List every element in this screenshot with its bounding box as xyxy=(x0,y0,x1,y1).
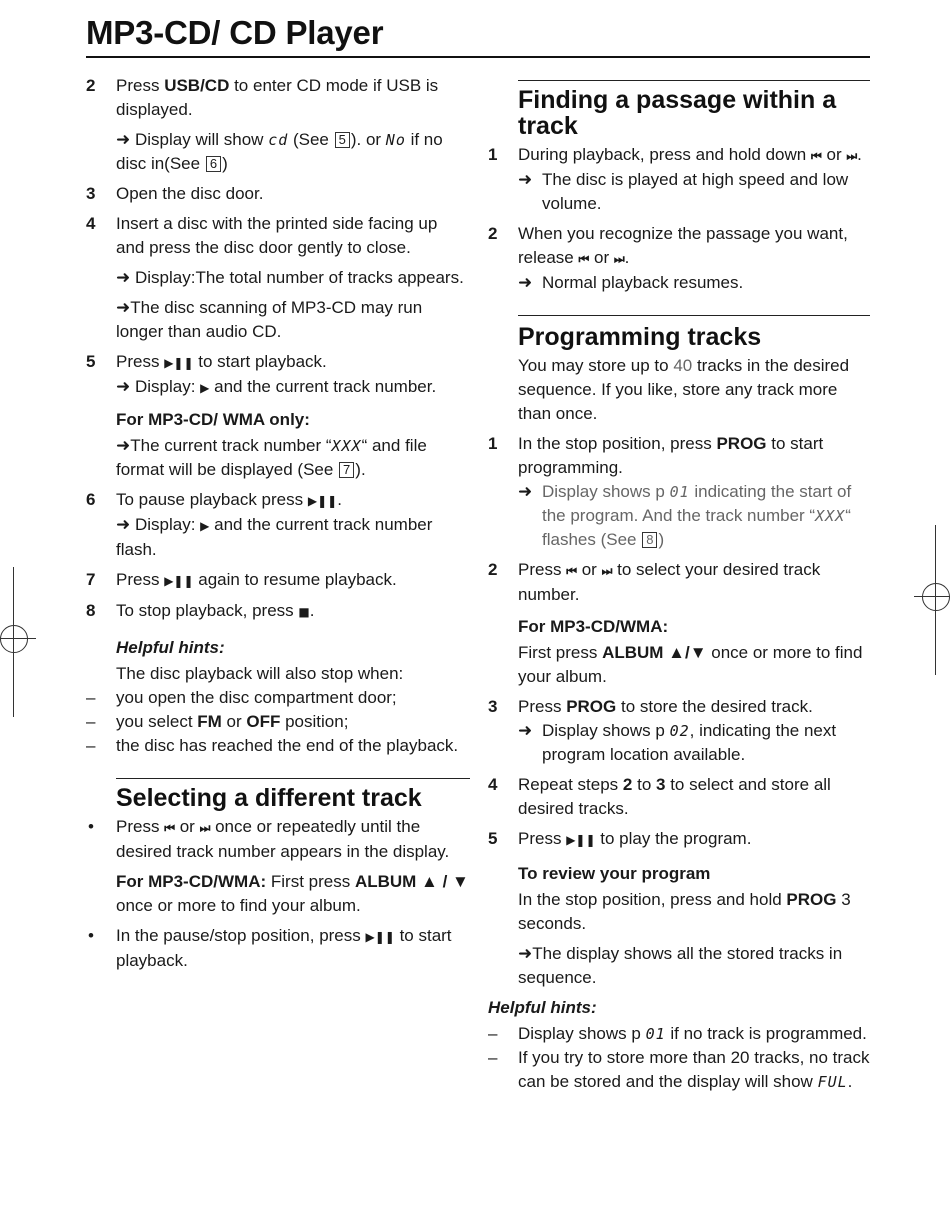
step-number: 2 xyxy=(86,76,96,95)
figure-ref: 6 xyxy=(206,156,221,172)
previous-track-icon: ⏮ xyxy=(566,564,577,578)
step-7: 7 Press ▶❚❚ again to resume playback. xyxy=(86,570,397,589)
max-tracks-value: 40 xyxy=(673,356,693,375)
album-key: ALBUM ▲/▼ xyxy=(602,643,707,662)
arrow-icon: ➜ xyxy=(116,268,131,287)
arrow-line: ➜ Normal playback resumes. xyxy=(518,271,870,295)
prog-mp3-heading: For MP3-CD/WMA: xyxy=(518,617,669,636)
section-rule xyxy=(116,778,470,779)
right-column xyxy=(488,80,870,1094)
lcd-ful: FUL xyxy=(817,1073,848,1091)
selecting-bullet-1: • Press ⏮ or ⏭ once or repeatedly until the desired track number appears in the display. For MP3-CD/WMA: First press ALBUM ▲ / ▼ once or more to find your album. xyxy=(86,815,470,918)
review-heading: To review your program xyxy=(518,864,711,883)
hints-intro: The disc playback will also stop when: xyxy=(116,664,404,683)
arrow-line: ➜ The disc is played at high speed and low volume. xyxy=(518,170,849,213)
helpful-hints-left xyxy=(86,636,470,686)
selecting-bullet-2: • In the pause/stop position, press ▶❚❚ to start playback. xyxy=(88,926,452,970)
play-pause-icon: ▶❚❚ xyxy=(164,356,194,370)
step-8: 8 To stop playback, press ■. xyxy=(86,601,315,620)
programming-intro: You may store up to 40 tracks in the desired sequence. If you like, store any track more than once. xyxy=(518,356,850,423)
lcd-no: No xyxy=(385,131,406,149)
step-2-note: ➜ Display will show cd (See 5 ). or No if no disc in(See 6 ) xyxy=(116,130,443,173)
arrow-icon: ➜ xyxy=(116,130,131,149)
dash-mark: – xyxy=(86,736,96,755)
play-pause-icon: ▶❚❚ xyxy=(566,833,596,847)
step-4-note-1: ➜ Display:The total number of tracks appears. xyxy=(116,268,464,287)
next-track-icon: ⏭ xyxy=(846,149,858,163)
prog-key: PROG xyxy=(716,434,767,453)
selecting-mp3-note: For MP3-CD/WMA: First press ALBUM ▲ / ▼ once or more to find your album. xyxy=(116,872,469,915)
mp3-only-note: ➜The current track number “XXX“ and file format will be displayed (See 7 ). xyxy=(116,436,427,479)
lcd-xxx: XXX xyxy=(815,507,846,525)
prog-mp3-text: First press ALBUM ▲/▼ once or more to find your album. xyxy=(518,643,863,686)
prog-step-3-note xyxy=(518,719,870,767)
section-title-programming: Programming tracks xyxy=(518,323,762,351)
arrow-line: ➜ Display shows p 01 indicating the start of the program. And the track number “XXX“ flashes (See 8 ) xyxy=(518,482,852,549)
arrow-icon: ➜ xyxy=(116,298,131,317)
registration-mark-left xyxy=(0,617,36,661)
figure-ref: 8 xyxy=(642,532,657,548)
arrow-icon: ➜ xyxy=(518,170,533,189)
lcd-01: 01 xyxy=(645,1025,666,1043)
finding-step-1-note xyxy=(518,168,870,216)
finding-section xyxy=(518,80,870,139)
finding-step-2: 2 When you recognize the passage you want, release ⏮ or ⏭. xyxy=(488,224,848,267)
page-title: MP3-CD/ CD Player xyxy=(86,14,384,51)
step-4: 4 Insert a disc with the printed side facing up and press the disc door gently to close. xyxy=(86,214,438,257)
arrow-line: ➜ Display shows p 02, indicating the next program location available. xyxy=(518,721,837,764)
hints-heading: Helpful hints: xyxy=(488,998,597,1017)
mp3-only-block xyxy=(86,408,470,482)
hint-item-2: – you select FM or OFF position; xyxy=(86,710,470,734)
figure-ref: 7 xyxy=(339,462,354,478)
step-2: 2 Press USB/CD to enter CD mode if USB is displayed. xyxy=(86,76,439,119)
bullet-mark: • xyxy=(88,817,94,836)
prog-key: PROG xyxy=(786,890,837,909)
arrow-icon: ➜ xyxy=(116,377,131,396)
off-key: OFF xyxy=(246,712,281,731)
lcd-xxx: XXX xyxy=(331,437,362,455)
dash-mark: – xyxy=(488,1048,498,1067)
review-text: In the stop position, press and hold PROG 3 seconds. xyxy=(518,890,851,933)
arrow-icon: ➜ xyxy=(518,944,533,963)
mp3-only-heading: For MP3-CD/ WMA only: xyxy=(116,410,310,429)
dash-mark: – xyxy=(488,1024,498,1043)
arrow-icon: ➜ xyxy=(116,515,131,534)
arrow-icon: ➜ xyxy=(518,273,533,292)
play-icon: ▶ xyxy=(200,381,210,395)
figure-ref: 5 xyxy=(335,132,350,148)
selecting-section xyxy=(116,778,470,811)
header-rule xyxy=(86,56,870,58)
step-6: 6 To pause playback press ▶❚❚. xyxy=(86,490,342,509)
section-rule xyxy=(518,315,870,316)
prog-key: PROG xyxy=(566,697,617,716)
arrow-icon: ➜ xyxy=(518,721,533,740)
hint-item-3: – the disc has reached the end of the playback. xyxy=(86,734,470,758)
previous-track-icon: ⏮ xyxy=(810,149,822,163)
next-track-icon: ⏭ xyxy=(199,821,211,835)
lcd-01: 01 xyxy=(669,483,690,501)
play-icon: ▶ xyxy=(200,519,210,533)
section-title-selecting: Selecting a different track xyxy=(116,784,422,812)
play-pause-icon: ▶❚❚ xyxy=(365,930,395,944)
next-track-icon: ⏭ xyxy=(601,564,613,578)
step-6-note: ➜ Display: ▶ and the current track number flash. xyxy=(116,515,433,559)
prog-step-1-note xyxy=(518,480,870,552)
step-5: 5 Press ▶❚❚ to start playback. xyxy=(86,352,327,371)
dash-mark: – xyxy=(86,688,96,707)
programming-section xyxy=(518,315,870,426)
step-3: 3 Open the disc door. xyxy=(86,184,264,203)
usb-cd-key: USB/CD xyxy=(164,76,230,95)
previous-track-icon: ⏮ xyxy=(164,821,175,835)
album-key: ALBUM ▲ / ▼ xyxy=(354,872,469,891)
arrow-icon: ➜ xyxy=(116,436,131,455)
bullet-mark: • xyxy=(88,926,94,945)
stop-icon: ■ xyxy=(298,605,310,619)
play-pause-icon: ▶❚❚ xyxy=(307,494,338,508)
finding-step-1: 1 During playback, press and hold down ⏮ or ⏭. xyxy=(488,145,862,164)
left-column xyxy=(86,74,470,979)
hint-item-1: – you open the disc compartment door; xyxy=(86,686,470,710)
dash-mark: – xyxy=(86,712,96,731)
section-title-finding: Finding a passage within a track xyxy=(518,86,837,140)
prog-hint-2: – If you try to store more than 20 tracks, no track can be stored and the display will show FUL. xyxy=(488,1048,870,1091)
section-rule xyxy=(518,80,870,81)
finding-step-2-note xyxy=(518,271,870,295)
prog-hint-1: – Display shows p 01 if no track is programmed. xyxy=(488,1022,870,1046)
previous-track-icon: ⏮ xyxy=(578,252,590,266)
review-note: ➜The display shows all the stored tracks in sequence. xyxy=(518,944,843,987)
prog-step-1: 1 In the stop position, press PROG to start programming. xyxy=(488,434,824,477)
prog-step-2: 2 Press ⏮ or ⏭ to select your desired track number. For MP3-CD/WMA: First press ALBUM ▲/▼ once or more to find your album. xyxy=(488,558,870,689)
review-block xyxy=(518,862,870,990)
lcd-02: 02 xyxy=(669,722,690,740)
step-5-note: ➜ Display: ▶ and the current track number. xyxy=(116,377,437,396)
arrow-icon: ➜ xyxy=(518,482,533,501)
fm-key: FM xyxy=(197,712,222,731)
lcd-cd: cd xyxy=(268,131,289,149)
play-pause-icon: ▶❚❚ xyxy=(164,574,194,588)
prog-step-3: 3 Press PROG to store the desired track. xyxy=(488,697,813,716)
hints-heading: Helpful hints: xyxy=(116,638,225,657)
prog-step-4: 4 Repeat steps 2 to 3 to select and store all desired tracks. xyxy=(488,775,831,818)
prog-step-5: 5 Press ▶❚❚ to play the program. xyxy=(488,829,752,848)
registration-mark-right xyxy=(914,575,950,619)
next-track-icon: ⏭ xyxy=(613,252,625,266)
step-4-note-2: ➜The disc scanning of MP3-CD may run longer than audio CD. xyxy=(116,298,423,341)
